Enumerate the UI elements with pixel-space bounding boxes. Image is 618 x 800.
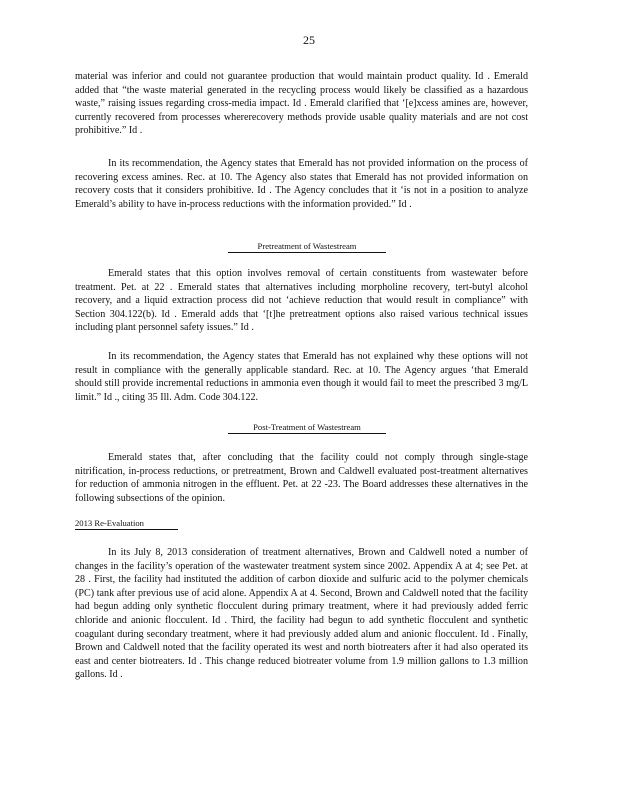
heading-pretreatment-of-wastestream: Pretreatment of Wastestream — [228, 241, 386, 253]
heading-post-treatment-of-wastestream: Post-Treatment of Wastestream — [228, 422, 386, 434]
paragraph-agency-recommendation-pretreatment: In its recommendation, the Agency states that Emerald has not explained why these options will not result in compliance with the generally applicable standard. Rec. at 10. The Agency argues ‘that Emerald should still provide incremental reductions in ammonia even though it would fail to meet the prescribed 3 mg/L limit.” Id ., citing 35 Ill. Adm. Code 304.122. — [75, 351, 528, 403]
paragraph-2013-consideration: In its July 8, 2013 consideration of treatment alternatives, Brown and Caldwell noted a number of changes in the facility’s operation of the wastewater treatment system since 2002. Appendix A at 4; see Pet. at 28 . First, the facility had instituted the addition of carbon dioxide and sulfuric acid to the polymer chemicals (PC) tank after previous use of acid alone. Appendix A at 4. Second, Brown and Caldwell noted that the facility had begun adding only synthetic flocculent during primary treatment, where it had previously added ferric chloride and anionic flocculent. Id . Third, the facility had begun to add synthetic flocculent and synthetic coagulant during secondary treatment, where it had previously added alum and anionic flocculent. Id . Finally, Brown and Caldwell noted that the facility operated its west and north biotreaters after it had also operated its east and center biotreaters. Id . This change reduced biotreater volume from 1.9 million gallons to 1.3 million gallons. Id . — [75, 547, 528, 681]
paragraph-pretreatment-option: Emerald states that this option involves removal of certain constituents from wastewater before treatment. Pet. at 22 . Emerald states that alternatives including morpholine recovery, tert-butyl alcohol recovery, and a liquid extraction process did not ‘achieve reduction that would result in compliance” with Section 304.122(b). Id . Emerald adds that ‘[t]he pretreatment options also raised various technical issues including plant personnel safety issues.” Id . — [75, 268, 528, 334]
page-number: 25 — [303, 33, 315, 47]
heading-2013-re-evaluation: 2013 Re-Evaluation — [75, 518, 178, 530]
paragraph-post-treatment-alternatives: Emerald states that, after concluding that the facility could not comply through single-stage nitrification, in-process reductions, or pretreatment, Brown and Caldwell evaluated post-treatment alternatives for reduction of ammonia nitrogen in the effluent. Pet. at 22 -23. The Board addresses these alternatives in the following subsections of the opinion. — [75, 452, 528, 504]
paragraph-agency-recommendation-amines: In its recommendation, the Agency states that Emerald has not provided information on the process of recovering excess amines. Rec. at 10. The Agency also states that Emerald has not provided information on recovery costs that it considers prohibitive. Id . The Agency concludes that it ‘is not in a position to analyze Emerald’s ability to have in-process reductions with the information provided.” Id . — [75, 158, 528, 210]
paragraph-emerald-waste-material: material was inferior and could not guarantee production that would maintain product quality. Id . Emerald added that “the waste material generated in the recycling process would likely be classified as a hazardous waste,” raising issues regarding cross-media impact. Id . Emerald clarified that ‘[e]xcess amines are, however, currently recovered from processes whererecovery methods provide usable quality materials and are not cost prohibitive.” Id . — [75, 71, 528, 137]
